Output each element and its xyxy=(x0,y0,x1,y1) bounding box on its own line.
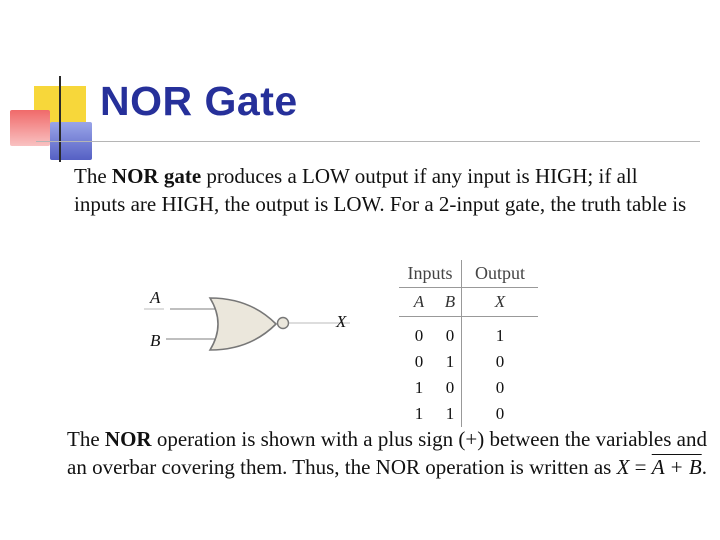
intro-pre: The xyxy=(74,164,112,188)
cell-x: 0 xyxy=(462,375,539,401)
cell-b: 1 xyxy=(445,352,455,371)
expression-equals: = xyxy=(629,455,652,479)
table-row xyxy=(399,401,538,427)
cell-b: 1 xyxy=(445,404,455,423)
title-underline xyxy=(36,141,700,142)
truth-table xyxy=(399,260,538,427)
slide-title: NOR Gate xyxy=(100,78,298,124)
table-row xyxy=(399,375,538,401)
cell-a: 0 xyxy=(414,352,424,371)
output-header: Output xyxy=(462,260,539,288)
nor-gate-diagram xyxy=(140,280,370,370)
column-x-header: X xyxy=(462,288,539,317)
cell-a: 1 xyxy=(414,404,424,423)
expression-lhs: X xyxy=(616,455,630,479)
cell-a: 0 xyxy=(414,326,424,345)
intro-post: produces a LOW output if any input is HIGH; if all inputs are HIGH, the output is LOW. For a 2-input gate, the truth table is xyxy=(74,164,687,216)
input-b-label: B xyxy=(150,331,161,350)
inversion-bubble xyxy=(278,318,289,329)
cell-a: 1 xyxy=(414,378,424,397)
output-x-label: X xyxy=(336,312,347,331)
cell-b: 0 xyxy=(445,378,455,397)
nor-gate-body xyxy=(210,298,276,350)
column-a-header: A xyxy=(399,288,439,317)
column-b-header: B xyxy=(439,288,462,317)
inputs-header: Inputs xyxy=(407,263,453,283)
operation-post: operation is shown with a plus sign (+) between the variables and an overbar covering them. Thus, the NOR operation is written as xyxy=(67,427,707,479)
expression-end: . xyxy=(701,455,707,479)
operation-pre: The xyxy=(67,427,105,451)
table-row xyxy=(399,317,538,350)
cell-b: 0 xyxy=(445,326,455,345)
expression-overbar: A + B xyxy=(651,455,702,479)
operation-paragraph xyxy=(67,425,707,481)
cell-x: 0 xyxy=(462,349,539,375)
operation-bold: NOR xyxy=(104,427,152,451)
intro-bold: NOR gate xyxy=(111,164,202,188)
cell-x: 1 xyxy=(462,317,539,350)
cell-x: 0 xyxy=(462,401,539,427)
intro-paragraph xyxy=(74,162,694,218)
decor-vertical-line xyxy=(59,76,61,162)
table-row xyxy=(399,349,538,375)
input-a-label: A xyxy=(150,288,161,307)
